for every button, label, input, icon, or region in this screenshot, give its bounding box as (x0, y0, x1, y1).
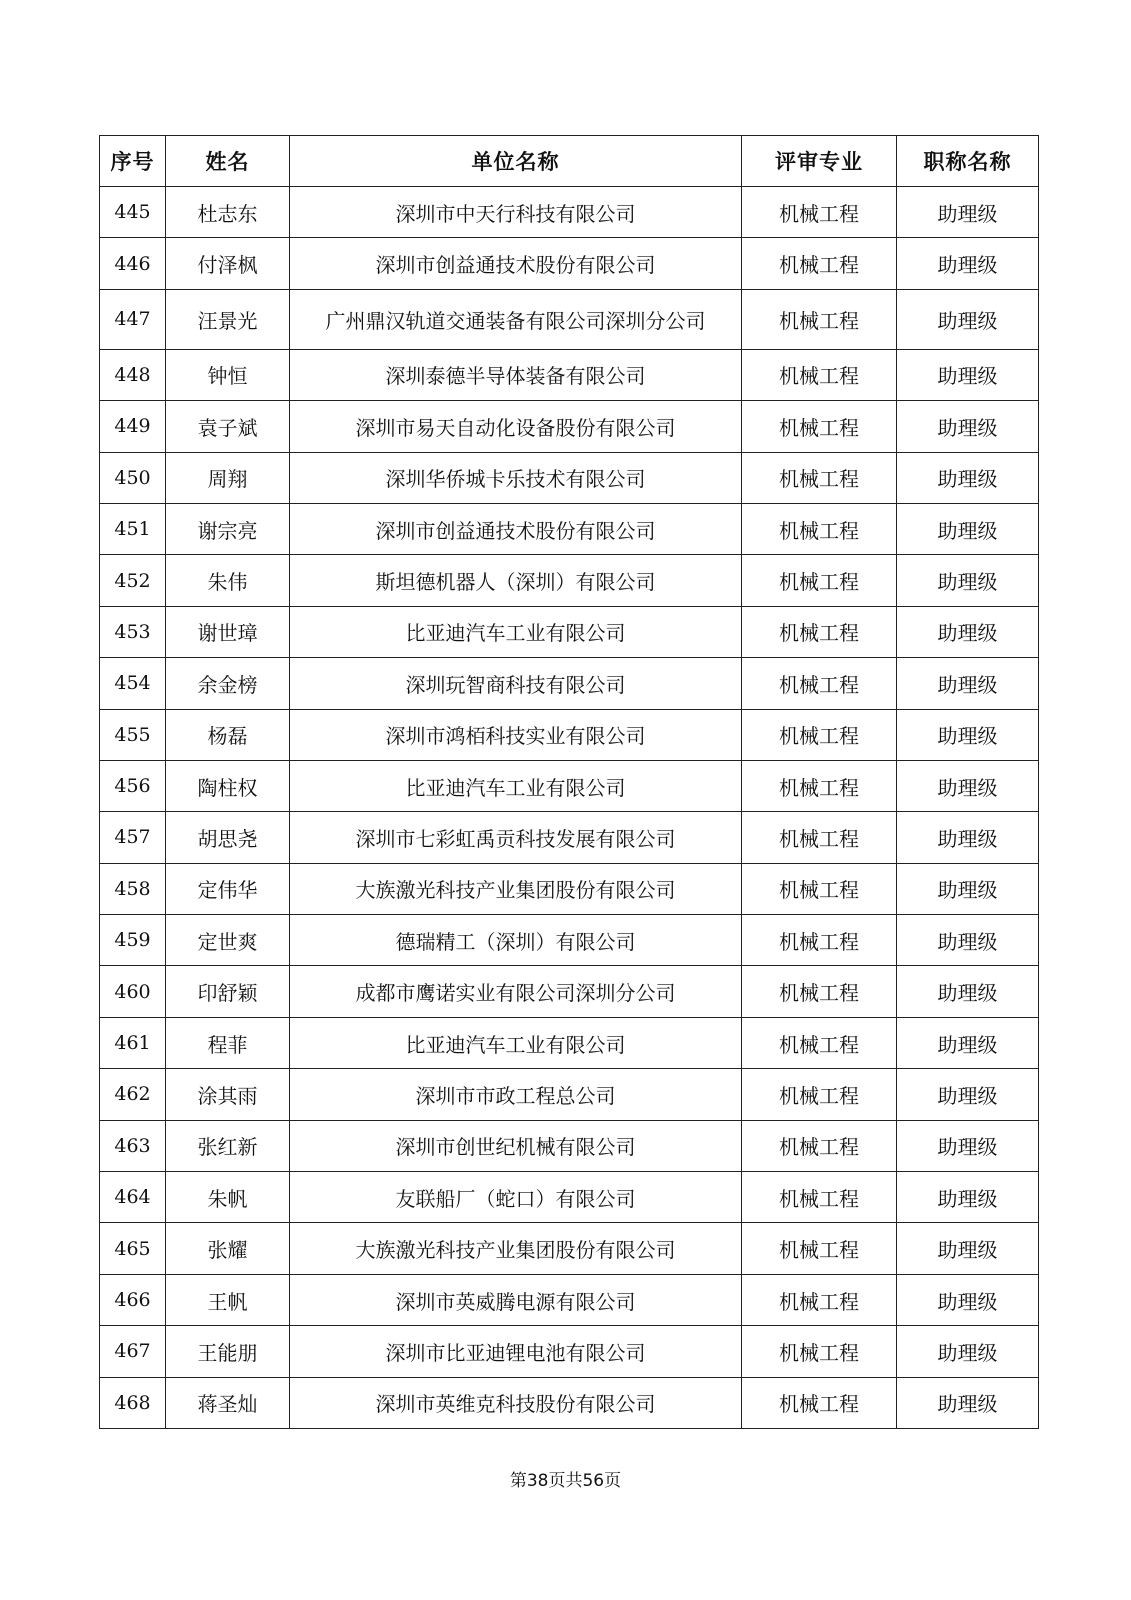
cell-number: 465 (100, 1223, 166, 1274)
cell-unit: 大族激光科技产业集团股份有限公司 (290, 1223, 742, 1274)
table-row (100, 401, 1039, 452)
table-row (100, 555, 1039, 606)
cell-name: 王能朋 (166, 1326, 290, 1377)
cell-specialty: 机械工程 (742, 289, 897, 349)
cell-unit: 比亚迪汽车工业有限公司 (290, 606, 742, 657)
cell-name: 朱帆 (166, 1172, 290, 1223)
cell-number: 463 (100, 1120, 166, 1171)
cell-specialty: 机械工程 (742, 915, 897, 966)
cell-name: 汪景光 (166, 289, 290, 349)
cell-unit: 深圳市比亚迪锂电池有限公司 (290, 1326, 742, 1377)
cell-specialty: 机械工程 (742, 760, 897, 811)
cell-title: 助理级 (897, 709, 1039, 760)
page-number: 第38页共56页 (509, 1471, 622, 1491)
cell-unit: 德瑞精工（深圳）有限公司 (290, 915, 742, 966)
cell-specialty: 机械工程 (742, 863, 897, 914)
cell-name: 张耀 (166, 1223, 290, 1274)
table-row (100, 1377, 1039, 1428)
cell-title: 助理级 (897, 863, 1039, 914)
header-cell-title: 职称名称 (897, 136, 1039, 187)
cell-name: 陶柱权 (166, 760, 290, 811)
table-row (100, 503, 1039, 554)
cell-name: 杜志东 (166, 187, 290, 238)
cell-unit: 深圳市英威腾电源有限公司 (290, 1274, 742, 1325)
cell-specialty: 机械工程 (742, 966, 897, 1017)
cell-title: 助理级 (897, 1223, 1039, 1274)
table-row (100, 1223, 1039, 1274)
cell-unit: 深圳市鸿栢科技实业有限公司 (290, 709, 742, 760)
cell-specialty: 机械工程 (742, 1017, 897, 1068)
header-cell-specialty: 评审专业 (742, 136, 897, 187)
table-row (100, 452, 1039, 503)
cell-number: 459 (100, 915, 166, 966)
cell-name: 程菲 (166, 1017, 290, 1068)
table-row (100, 1326, 1039, 1377)
cell-title: 助理级 (897, 966, 1039, 1017)
cell-title: 助理级 (897, 503, 1039, 554)
cell-number: 456 (100, 760, 166, 811)
cell-unit: 深圳市易天自动化设备股份有限公司 (290, 401, 742, 452)
cell-number: 458 (100, 863, 166, 914)
cell-unit: 深圳市创益通技术股份有限公司 (290, 503, 742, 554)
cell-number: 449 (100, 401, 166, 452)
cell-specialty: 机械工程 (742, 1326, 897, 1377)
cell-number: 457 (100, 812, 166, 863)
cell-specialty: 机械工程 (742, 452, 897, 503)
table-row (100, 658, 1039, 709)
cell-name: 张红新 (166, 1120, 290, 1171)
header-cell-name: 姓名 (166, 136, 290, 187)
table-row (100, 709, 1039, 760)
cell-title: 助理级 (897, 1120, 1039, 1171)
table-row (100, 238, 1039, 289)
cell-title: 助理级 (897, 760, 1039, 811)
table-header (100, 136, 1039, 187)
cell-number: 455 (100, 709, 166, 760)
cell-number: 451 (100, 503, 166, 554)
cell-title: 助理级 (897, 187, 1039, 238)
cell-specialty: 机械工程 (742, 812, 897, 863)
cell-specialty: 机械工程 (742, 1274, 897, 1325)
table-row (100, 1274, 1039, 1325)
table-row (100, 1172, 1039, 1223)
header-cell-unit: 单位名称 (290, 136, 742, 187)
cell-specialty: 机械工程 (742, 187, 897, 238)
cell-specialty: 机械工程 (742, 606, 897, 657)
cell-specialty: 机械工程 (742, 1069, 897, 1120)
cell-specialty: 机械工程 (742, 555, 897, 606)
cell-specialty: 机械工程 (742, 1172, 897, 1223)
cell-number: 452 (100, 555, 166, 606)
cell-number: 446 (100, 238, 166, 289)
cell-unit: 深圳市中天行科技有限公司 (290, 187, 742, 238)
cell-title: 助理级 (897, 1172, 1039, 1223)
table-row (100, 349, 1039, 400)
cell-title: 助理级 (897, 555, 1039, 606)
table-row (100, 915, 1039, 966)
cell-number: 462 (100, 1069, 166, 1120)
cell-number: 450 (100, 452, 166, 503)
cell-unit: 斯坦德机器人（深圳）有限公司 (290, 555, 742, 606)
table-row (100, 289, 1039, 349)
cell-name: 袁子斌 (166, 401, 290, 452)
cell-specialty: 机械工程 (742, 658, 897, 709)
cell-unit: 友联船厂（蛇口）有限公司 (290, 1172, 742, 1223)
cell-specialty: 机械工程 (742, 1377, 897, 1428)
cell-title: 助理级 (897, 812, 1039, 863)
cell-specialty: 机械工程 (742, 349, 897, 400)
cell-specialty: 机械工程 (742, 238, 897, 289)
cell-name: 涂其雨 (166, 1069, 290, 1120)
cell-unit: 深圳市市政工程总公司 (290, 1069, 742, 1120)
cell-unit: 大族激光科技产业集团股份有限公司 (290, 863, 742, 914)
cell-title: 助理级 (897, 401, 1039, 452)
cell-number: 466 (100, 1274, 166, 1325)
cell-unit: 深圳市创益通技术股份有限公司 (290, 238, 742, 289)
table-row (100, 187, 1039, 238)
table-row (100, 966, 1039, 1017)
table-row (100, 1120, 1039, 1171)
cell-title: 助理级 (897, 238, 1039, 289)
cell-title: 助理级 (897, 1326, 1039, 1377)
table-row (100, 1017, 1039, 1068)
cell-unit: 成都市鹰诺实业有限公司深圳分公司 (290, 966, 742, 1017)
cell-name: 余金榜 (166, 658, 290, 709)
cell-number: 464 (100, 1172, 166, 1223)
cell-title: 助理级 (897, 658, 1039, 709)
cell-name: 谢世璋 (166, 606, 290, 657)
cell-number: 460 (100, 966, 166, 1017)
cell-specialty: 机械工程 (742, 503, 897, 554)
cell-unit: 深圳玩智商科技有限公司 (290, 658, 742, 709)
cell-unit: 广州鼎汉轨道交通装备有限公司深圳分公司 (290, 289, 742, 349)
cell-name: 定世爽 (166, 915, 290, 966)
cell-number: 467 (100, 1326, 166, 1377)
cell-specialty: 机械工程 (742, 1223, 897, 1274)
roster-table (99, 135, 1039, 1429)
cell-number: 454 (100, 658, 166, 709)
table-row (100, 1069, 1039, 1120)
cell-number: 453 (100, 606, 166, 657)
cell-unit: 深圳华侨城卡乐技术有限公司 (290, 452, 742, 503)
cell-unit: 深圳市创世纪机械有限公司 (290, 1120, 742, 1171)
cell-number: 461 (100, 1017, 166, 1068)
cell-unit: 深圳市英维克科技股份有限公司 (290, 1377, 742, 1428)
table-row (100, 760, 1039, 811)
cell-name: 朱伟 (166, 555, 290, 606)
cell-number: 468 (100, 1377, 166, 1428)
cell-specialty: 机械工程 (742, 401, 897, 452)
cell-title: 助理级 (897, 1017, 1039, 1068)
cell-specialty: 机械工程 (742, 1120, 897, 1171)
cell-unit: 比亚迪汽车工业有限公司 (290, 1017, 742, 1068)
cell-title: 助理级 (897, 606, 1039, 657)
cell-specialty: 机械工程 (742, 709, 897, 760)
cell-title: 助理级 (897, 1377, 1039, 1428)
cell-number: 445 (100, 187, 166, 238)
cell-name: 谢宗亮 (166, 503, 290, 554)
cell-name: 周翔 (166, 452, 290, 503)
table-row (100, 863, 1039, 914)
cell-title: 助理级 (897, 1274, 1039, 1325)
cell-unit: 深圳泰德半导体装备有限公司 (290, 349, 742, 400)
table-body (100, 187, 1039, 1429)
cell-title: 助理级 (897, 1069, 1039, 1120)
cell-title: 助理级 (897, 915, 1039, 966)
cell-name: 杨磊 (166, 709, 290, 760)
cell-name: 定伟华 (166, 863, 290, 914)
cell-name: 钟恒 (166, 349, 290, 400)
cell-number: 448 (100, 349, 166, 400)
cell-name: 印舒颖 (166, 966, 290, 1017)
cell-name: 付泽枫 (166, 238, 290, 289)
cell-title: 助理级 (897, 349, 1039, 400)
table-row (100, 812, 1039, 863)
header-cell-number: 序号 (100, 136, 166, 187)
cell-name: 王帆 (166, 1274, 290, 1325)
cell-title: 助理级 (897, 452, 1039, 503)
cell-unit: 比亚迪汽车工业有限公司 (290, 760, 742, 811)
header-row (100, 136, 1039, 187)
cell-title: 助理级 (897, 289, 1039, 349)
table-row (100, 606, 1039, 657)
cell-number: 447 (100, 289, 166, 349)
cell-name: 蒋圣灿 (166, 1377, 290, 1428)
cell-unit: 深圳市七彩虹禹贡科技发展有限公司 (290, 812, 742, 863)
cell-name: 胡思尧 (166, 812, 290, 863)
